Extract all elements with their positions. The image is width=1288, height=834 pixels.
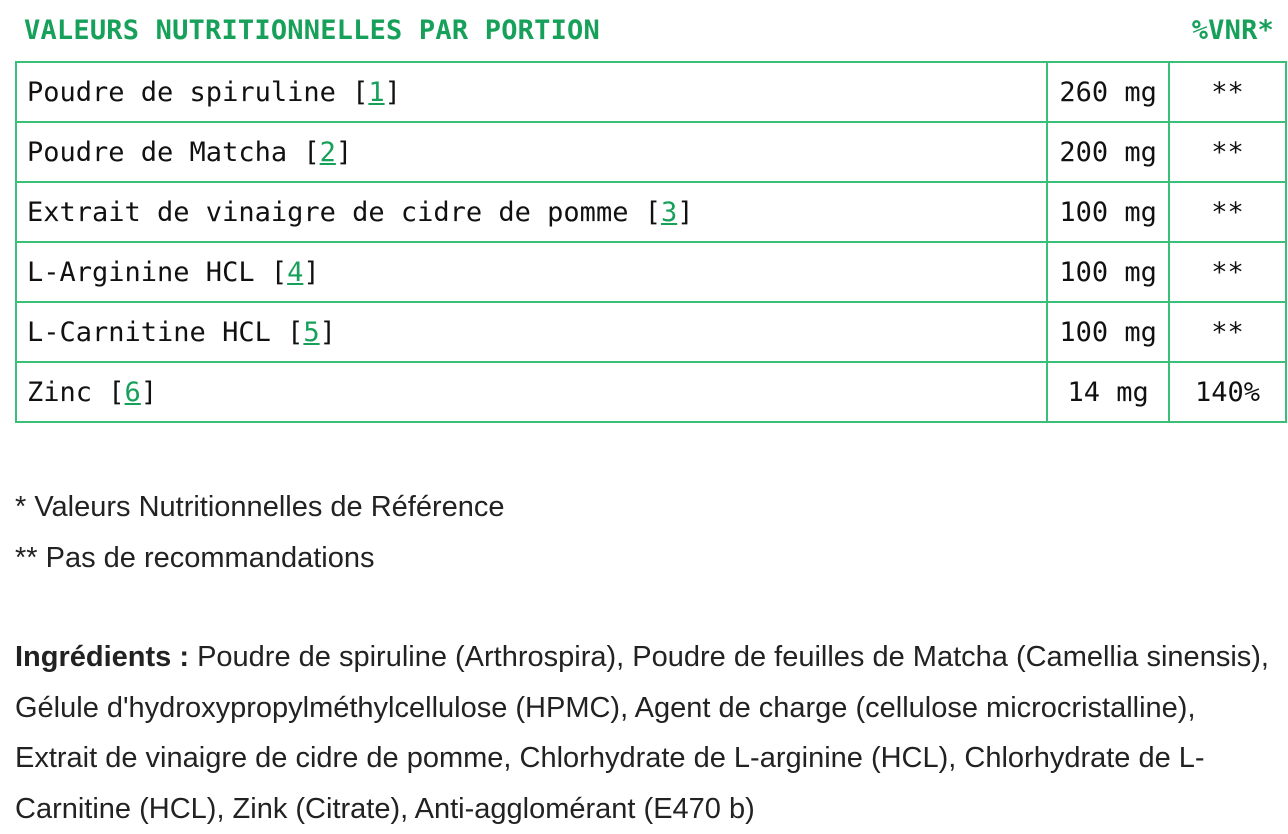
ingredients-text: Poudre de spiruline (Arthrospira), Poudre de feuilles de Matcha (Camellia sinensis), Gélule d'hydroxypropylméthylcellulose (HPMC), Agent de charge (cellulose microcristalline), Extrait de vinaigre de cidre de pomme, Chlorhydrate de L-arginine (HCL), Chlorhydrate de L-Carnitine (HCL), Zink (Citrate), Anti-agglomérant (E470 b) xyxy=(15,641,1269,825)
ingredient-name-cell: L-Arginine HCL [4] xyxy=(16,242,1047,302)
table-row xyxy=(16,182,1286,242)
ingredient-name: Zinc xyxy=(27,376,93,408)
reference-link[interactable]: 2 xyxy=(319,136,336,168)
quantity-cell: 100 mg xyxy=(1047,302,1169,362)
quantity-cell: 200 mg xyxy=(1047,122,1169,182)
vnr-footnote: * Valeurs Nutritionnelles de Référence xyxy=(15,491,505,523)
footnotes xyxy=(15,482,505,584)
table-row xyxy=(16,122,1286,182)
vnr-cell: ** xyxy=(1169,62,1286,122)
quantity-cell: 100 mg xyxy=(1047,242,1169,302)
table-row xyxy=(16,242,1286,302)
ingredient-name-cell: Extrait de vinaigre de cidre de pomme [3] xyxy=(16,182,1047,242)
ingredient-name: L-Carnitine HCL xyxy=(27,316,271,348)
ingredient-name-cell: L-Carnitine HCL [5] xyxy=(16,302,1047,362)
ingredient-name-cell: Zinc [6] xyxy=(16,362,1047,422)
ingredient-name-cell: Poudre de Matcha [2] xyxy=(16,122,1047,182)
reference-link[interactable]: 6 xyxy=(124,376,141,408)
quantity-cell: 14 mg xyxy=(1047,362,1169,422)
ingredients-label: Ingrédients : xyxy=(15,641,190,673)
nutrition-header xyxy=(24,12,1274,48)
reference-link[interactable]: 4 xyxy=(287,256,304,288)
table-row xyxy=(16,302,1286,362)
ingredient-name: Poudre de spiruline xyxy=(27,76,336,108)
quantity-cell: 100 mg xyxy=(1047,182,1169,242)
ingredient-name: L-Arginine HCL xyxy=(27,256,255,288)
vnr-cell: ** xyxy=(1169,242,1286,302)
vnr-cell: ** xyxy=(1169,182,1286,242)
reference-link[interactable]: 3 xyxy=(660,196,678,228)
vnr-column-label: %VNR* xyxy=(1191,14,1274,46)
ingredient-name: Extrait de vinaigre de cidre de pomme xyxy=(27,196,629,228)
table-row xyxy=(16,362,1286,422)
reference-link[interactable]: 1 xyxy=(368,76,385,108)
vnr-cell: ** xyxy=(1169,302,1286,362)
reference-link[interactable]: 5 xyxy=(303,316,320,348)
table-row xyxy=(16,62,1286,122)
ingredient-name-cell: Poudre de spiruline [1] xyxy=(16,62,1047,122)
no-recommendation-footnote: ** Pas de recommandations xyxy=(15,542,375,574)
vnr-cell: 140% xyxy=(1169,362,1286,422)
ingredient-name: Poudre de Matcha xyxy=(27,136,288,168)
ingredients-paragraph xyxy=(15,632,1283,834)
quantity-cell: 260 mg xyxy=(1047,62,1169,122)
vnr-cell: ** xyxy=(1169,122,1286,182)
table-title: VALEURS NUTRITIONNELLES PAR PORTION xyxy=(24,14,600,46)
nutrition-table xyxy=(15,61,1287,423)
